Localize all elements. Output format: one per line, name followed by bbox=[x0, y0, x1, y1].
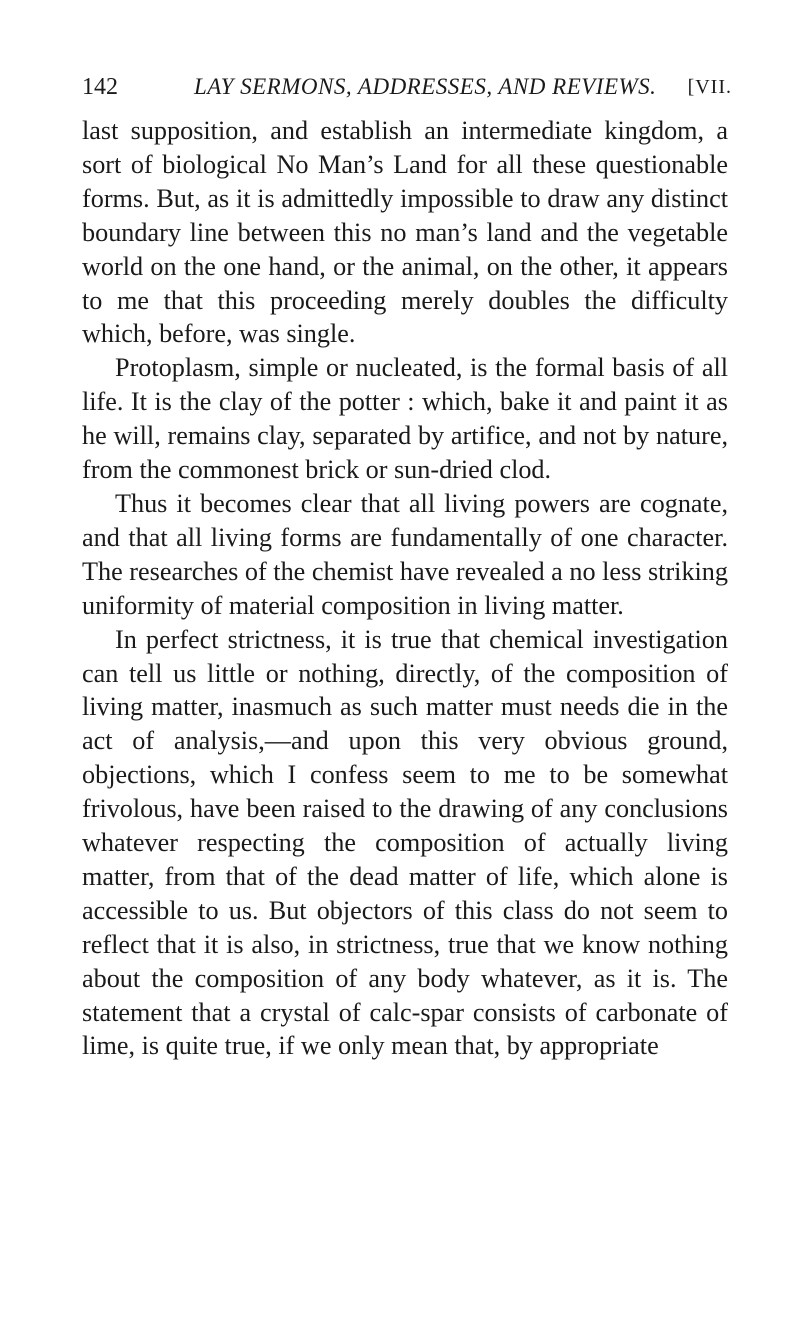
running-title: LAY SERMONS, ADDRESSES, AND REVIEWS. bbox=[194, 74, 657, 99]
paragraph: Thus it becomes clear that all living powers are cognate, and that all living forms are fundamentally of one character. The researches of the chemist have revealed a no less striking uniformity of material composition in living matter. bbox=[82, 488, 728, 620]
paragraph: Protoplasm, simple or nucleated, is the formal basis of all life. It is the clay of the potter : which, bake it and paint it as he will, remains clay, separated by artifice, and not by nature, from the commonest brick or sun-dried clod. bbox=[82, 353, 728, 485]
body-text bbox=[82, 114, 728, 1063]
book-page bbox=[82, 70, 732, 1063]
section-mark: [VII. bbox=[687, 76, 732, 98]
page-number: 142 bbox=[82, 74, 118, 100]
running-head bbox=[82, 70, 732, 104]
paragraph: In perfect strictness, it is true that chemical investigation can tell us little or nothing, directly, of the composition of living matter, inasmuch as such matter must needs die in the act of analysis,—and upon this very obvious ground, objections, which I confess seem to me to be somewhat frivolous, have been raised to the drawing of any conclusions whatever respecting the composition of actually living matter, from that of the dead matter of life, which alone is accessible to us. But objectors of this class do not seem to reflect that it is also, in strictness, true that we know nothing about the composition of any body whatever, as it is. The statement that a crystal of calc-spar consists of carbonate of lime, is quite true, if we only mean that, by appropriate bbox=[82, 624, 728, 1061]
paragraph: last supposition, and establish an intermediate kingdom, a sort of biological No Man’s Land for all these questionable forms. But, as it is admittedly impossible to draw any distinct boundary line between this no man’s land and the vegetable world on the one hand, or the animal, on the other, it appears to me that this proceeding merely doubles the difficulty which, before, was single. bbox=[82, 116, 728, 349]
